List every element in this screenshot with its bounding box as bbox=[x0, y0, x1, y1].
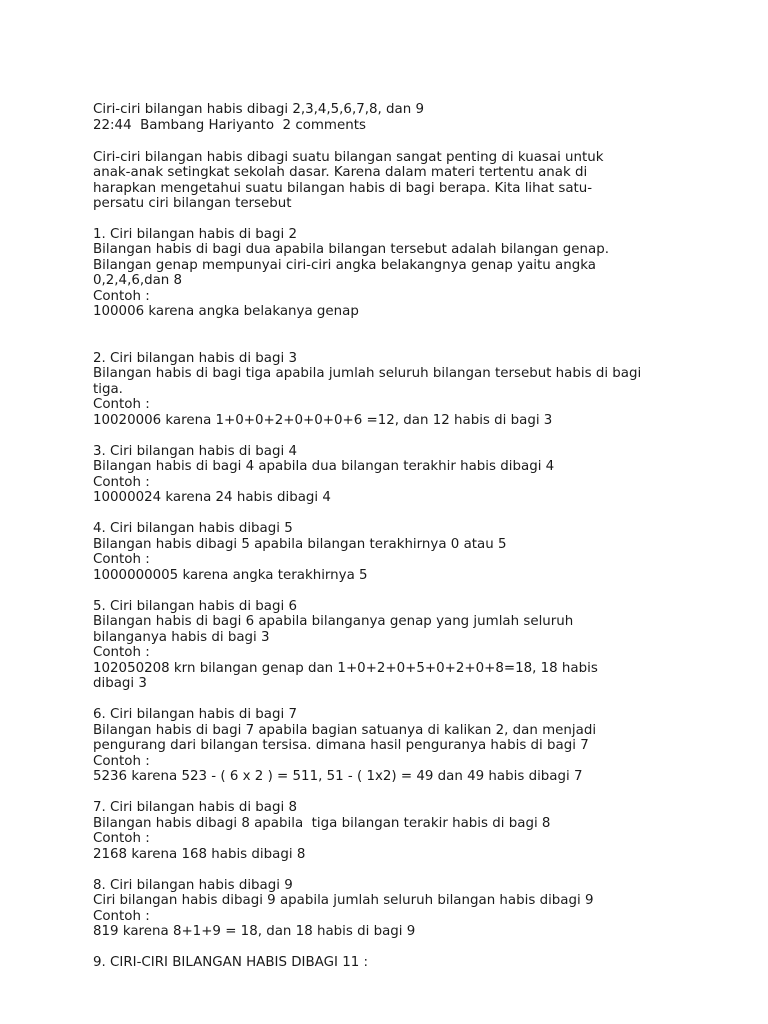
section-heading: 1. Ciri bilangan habis di bagi 2 bbox=[93, 227, 297, 242]
post-meta: 22:44 Bambang Hariyanto 2 comments bbox=[93, 118, 366, 133]
example-label: Contoh : bbox=[93, 397, 150, 412]
section-heading: 8. Ciri bilangan habis dibagi 9 bbox=[93, 878, 293, 893]
section-text: Bilangan habis di bagi dua apabila bilangan tersebut adalah bilangan genap. bbox=[93, 242, 609, 257]
section-heading: 3. Ciri bilangan habis di bagi 4 bbox=[93, 444, 297, 459]
intro-line: anak-anak setingkat sekolah dasar. Karena dalam materi tertentu anak di bbox=[93, 165, 588, 180]
example-label: Contoh : bbox=[93, 475, 150, 490]
example-label: Contoh : bbox=[93, 645, 150, 660]
section-text: Bilangan habis di bagi 7 apabila bagian satuanya di kalikan 2, dan menjadi bbox=[93, 723, 597, 738]
section-text: Bilangan habis di bagi 4 apabila dua bilangan terakhir habis dibagi 4 bbox=[93, 459, 555, 474]
section-heading: 6. Ciri bilangan habis di bagi 7 bbox=[93, 707, 297, 722]
section-heading: 7. Ciri bilangan habis di bagi 8 bbox=[93, 800, 297, 815]
example-label: Contoh : bbox=[93, 754, 150, 769]
section-text: Bilangan habis dibagi 8 apabila tiga bilangan terakir habis di bagi 8 bbox=[93, 816, 551, 831]
section-text: Bilangan genap mempunyai ciri-ciri angka belakangnya genap yaitu angka bbox=[93, 258, 596, 273]
example-text: 10020006 karena 1+0+0+2+0+0+0+6 =12, dan 12 habis di bagi 3 bbox=[93, 413, 553, 428]
section-text: 0,2,4,6,dan 8 bbox=[93, 273, 183, 288]
example-text: 2168 karena 168 habis dibagi 8 bbox=[93, 847, 306, 862]
example-text: 100006 karena angka belakanya genap bbox=[93, 304, 359, 319]
intro-line: persatu ciri bilangan tersebut bbox=[93, 196, 292, 211]
section-heading: 2. Ciri bilangan habis di bagi 3 bbox=[93, 351, 297, 366]
section-heading: 9. CIRI-CIRI BILANGAN HABIS DIBAGI 11 : bbox=[93, 955, 368, 970]
example-text: 1000000005 karena angka terakhirnya 5 bbox=[93, 568, 368, 583]
example-text: 5236 karena 523 - ( 6 x 2 ) = 511, 51 - ( 1x2) = 49 dan 49 habis dibagi 7 bbox=[93, 769, 583, 784]
section-text: Bilangan habis dibagi 5 apabila bilangan terakhirnya 0 atau 5 bbox=[93, 537, 507, 552]
intro-line: harapkan mengetahui suatu bilangan habis di bagi berapa. Kita lihat satu- bbox=[93, 181, 593, 196]
intro-line: Ciri-ciri bilangan habis dibagi suatu bilangan sangat penting di kuasai untuk bbox=[93, 150, 604, 165]
section-text: bilanganya habis di bagi 3 bbox=[93, 630, 270, 645]
document-title: Ciri-ciri bilangan habis dibagi 2,3,4,5,6,7,8, dan 9 bbox=[93, 102, 424, 117]
example-label: Contoh : bbox=[93, 831, 150, 846]
example-text: 10000024 karena 24 habis dibagi 4 bbox=[93, 490, 331, 505]
section-text: Bilangan habis di bagi 6 apabila bilanganya genap yang jumlah seluruh bbox=[93, 614, 574, 629]
section-text: Ciri bilangan habis dibagi 9 apabila jumlah seluruh bilangan habis dibagi 9 bbox=[93, 893, 594, 908]
example-text: 102050208 krn bilangan genap dan 1+0+2+0+5+0+2+0+8=18, 18 habis bbox=[93, 661, 598, 676]
example-text: 819 karena 8+1+9 = 18, dan 18 habis di bagi 9 bbox=[93, 924, 416, 939]
example-label: Contoh : bbox=[93, 552, 150, 567]
example-label: Contoh : bbox=[93, 289, 150, 304]
section-text: tiga. bbox=[93, 382, 123, 397]
section-heading: 4. Ciri bilangan habis dibagi 5 bbox=[93, 521, 293, 536]
example-label: Contoh : bbox=[93, 909, 150, 924]
section-heading: 5. Ciri bilangan habis di bagi 6 bbox=[93, 599, 297, 614]
section-text: Bilangan habis di bagi tiga apabila jumlah seluruh bilangan tersebut habis di bagi bbox=[93, 366, 642, 381]
section-text: pengurang dari bilangan tersisa. dimana hasil penguranya habis di bagi 7 bbox=[93, 738, 589, 753]
example-text: dibagi 3 bbox=[93, 676, 147, 691]
